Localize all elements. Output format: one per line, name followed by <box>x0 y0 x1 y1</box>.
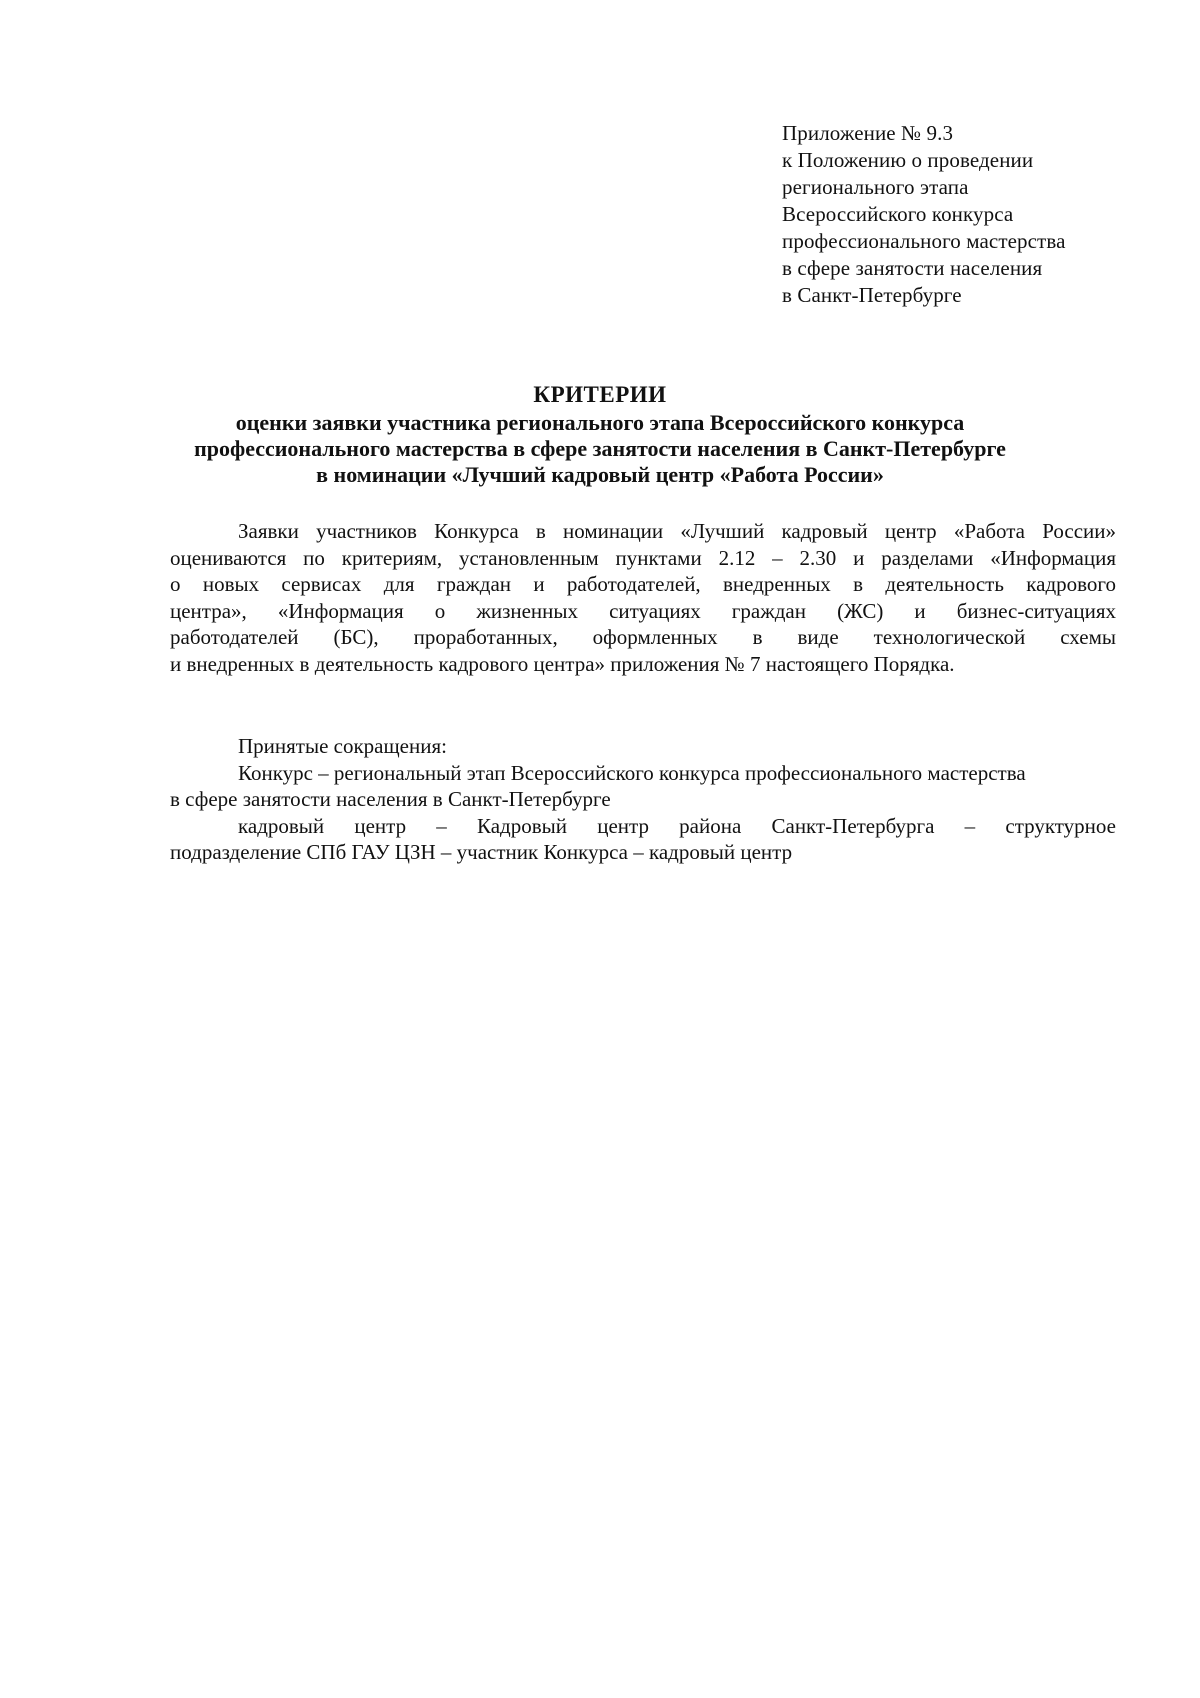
appendix-line: регионального этапа <box>782 175 969 199</box>
abbreviation-center-line: подразделение СПб ГАУ ЦЗН – участник Конкурса – кадровый центр <box>170 840 793 864</box>
intro-paragraph <box>170 518 1116 677</box>
appendix-reference <box>782 120 1122 309</box>
title-line: оценки заявки участника регионального этапа Всероссийского конкурса <box>235 410 965 435</box>
abbreviations-heading: Принятые сокращения: <box>238 734 447 758</box>
document-title <box>160 382 1040 488</box>
paragraph-line: оцениваются по критериям, установленным пунктами 2.12 – 2.30 и разделами «Информация <box>170 545 1116 570</box>
paragraph-line: Заявки участников Конкурса в номинации «Лучший кадровый центр «Работа России» <box>238 519 1116 543</box>
abbreviation-konkurs-line: в сфере занятости населения в Санкт-Петербурге <box>170 787 611 811</box>
abbreviation-center-line: кадровый центр – Кадровый центр района Санкт-Петербурга – структурное <box>238 813 1116 838</box>
paragraph-line: о новых сервисах для граждан и работодателей, внедренных в деятельность кадрового <box>170 572 1116 596</box>
title-line: в номинации «Лучший кадровый центр «Работа России» <box>316 462 884 487</box>
title-main: КРИТЕРИИ <box>533 382 667 407</box>
appendix-line: Всероссийского конкурса <box>782 202 1014 226</box>
appendix-line: в Санкт-Петербурге <box>782 283 962 307</box>
abbreviation-konkurs-line: Конкурс – региональный этап Всероссийского конкурса профессионального мастерства <box>238 760 1026 785</box>
abbreviations-section <box>170 733 1116 866</box>
title-line: профессионального мастерства в сфере занятости населения в Санкт-Петербурге <box>194 436 1006 461</box>
appendix-line: в сфере занятости населения <box>782 256 1043 280</box>
appendix-line: профессионального мастерства <box>782 229 1066 253</box>
paragraph-line: и внедренных в деятельность кадрового центра» приложения № 7 настоящего Порядка. <box>170 651 955 676</box>
appendix-line: к Положению о проведении <box>782 148 1034 172</box>
paragraph-line: работодателей (БС), проработанных, оформленных в виде технологической схемы <box>170 625 1116 649</box>
paragraph-line: центра», «Информация о жизненных ситуациях граждан (ЖС) и бизнес-ситуациях <box>170 598 1116 623</box>
appendix-line: Приложение № 9.3 <box>782 121 954 145</box>
